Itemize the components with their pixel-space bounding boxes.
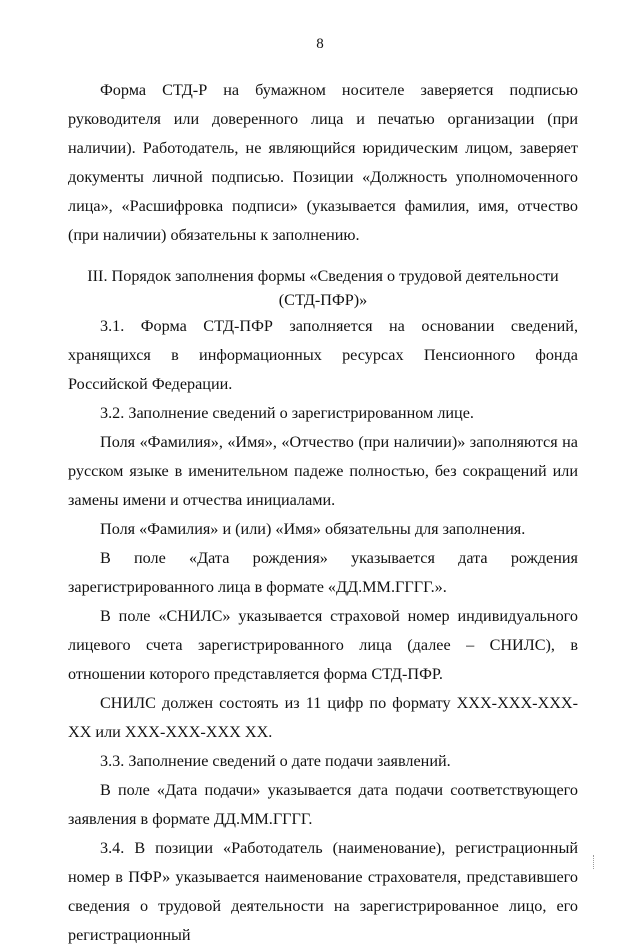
paragraph: В поле «Дата подачи» указывается дата подачи соответствующего заявления в формате ДД.ММ.ГГГГ. [68,781,578,828]
paragraph: 3.1. Форма СТД-ПФР заполняется на основании сведений, хранящихся в информационных ресурсах Пенсионного фонда Российской Федерации. [68,317,578,393]
paragraph: Поля «Фамилия», «Имя», «Отчество (при наличии)» заполняются на русском языке в именительном падеже полностью, без сокращений или замены имени и отчества инициалами. [68,433,578,509]
scan-artifact [593,855,596,869]
paragraph: В поле «СНИЛС» указывается страховой номер индивидуального лицевого счета зарегистрированного лица (далее – СНИЛС), в отношении которого представляется форма СТД-ПФР. [68,607,578,683]
section-heading-line2: (СТД-ПФР)» [278,291,368,309]
section-heading-line1: III. Порядок заполнения формы «Сведения о трудовой деятельности [87,267,559,285]
body-block [68,312,578,950]
paragraph: Поля «Фамилия» и (или) «Имя» обязательны для заполнения. [100,520,526,538]
intro-paragraph: Форма СТД-Р на бумажном носителе заверяется подписью руководителя или доверенного лица и печатью организации (при наличии). Работодатель, не являющийся юридическим лицом, заверяет документы личной подписью. Позиции «Должность уполномоченного лица», «Расшифровка подписи» (указывается фамилия, имя, отчество (при наличии) обязательны к заполнению. [68,81,578,244]
paragraph: 3.4. В позиции «Работодатель (наименование), регистрационный номер в ПФР» указывается наименование страхователя, представившего сведения о трудовой деятельности на зарегистрированное лицо, его регистрационный [68,839,578,944]
page-number: 8 [316,36,324,52]
paragraph: 3.2. Заполнение сведений о зарегистрированном лице. [100,404,474,422]
paragraph: 3.3. Заполнение сведений о дате подачи заявлений. [100,752,451,770]
paragraph: СНИЛС должен состоять из 11 цифр по формату XXX-XXX-XXX-XX или XXX-XXX-XXX XX. [68,694,578,741]
intro-block [68,76,578,250]
paragraph: В поле «Дата рождения» указывается дата рождения зарегистрированного лица в формате «ДД.ММ.ГГГГ.». [68,549,578,596]
section-heading [68,264,578,312]
